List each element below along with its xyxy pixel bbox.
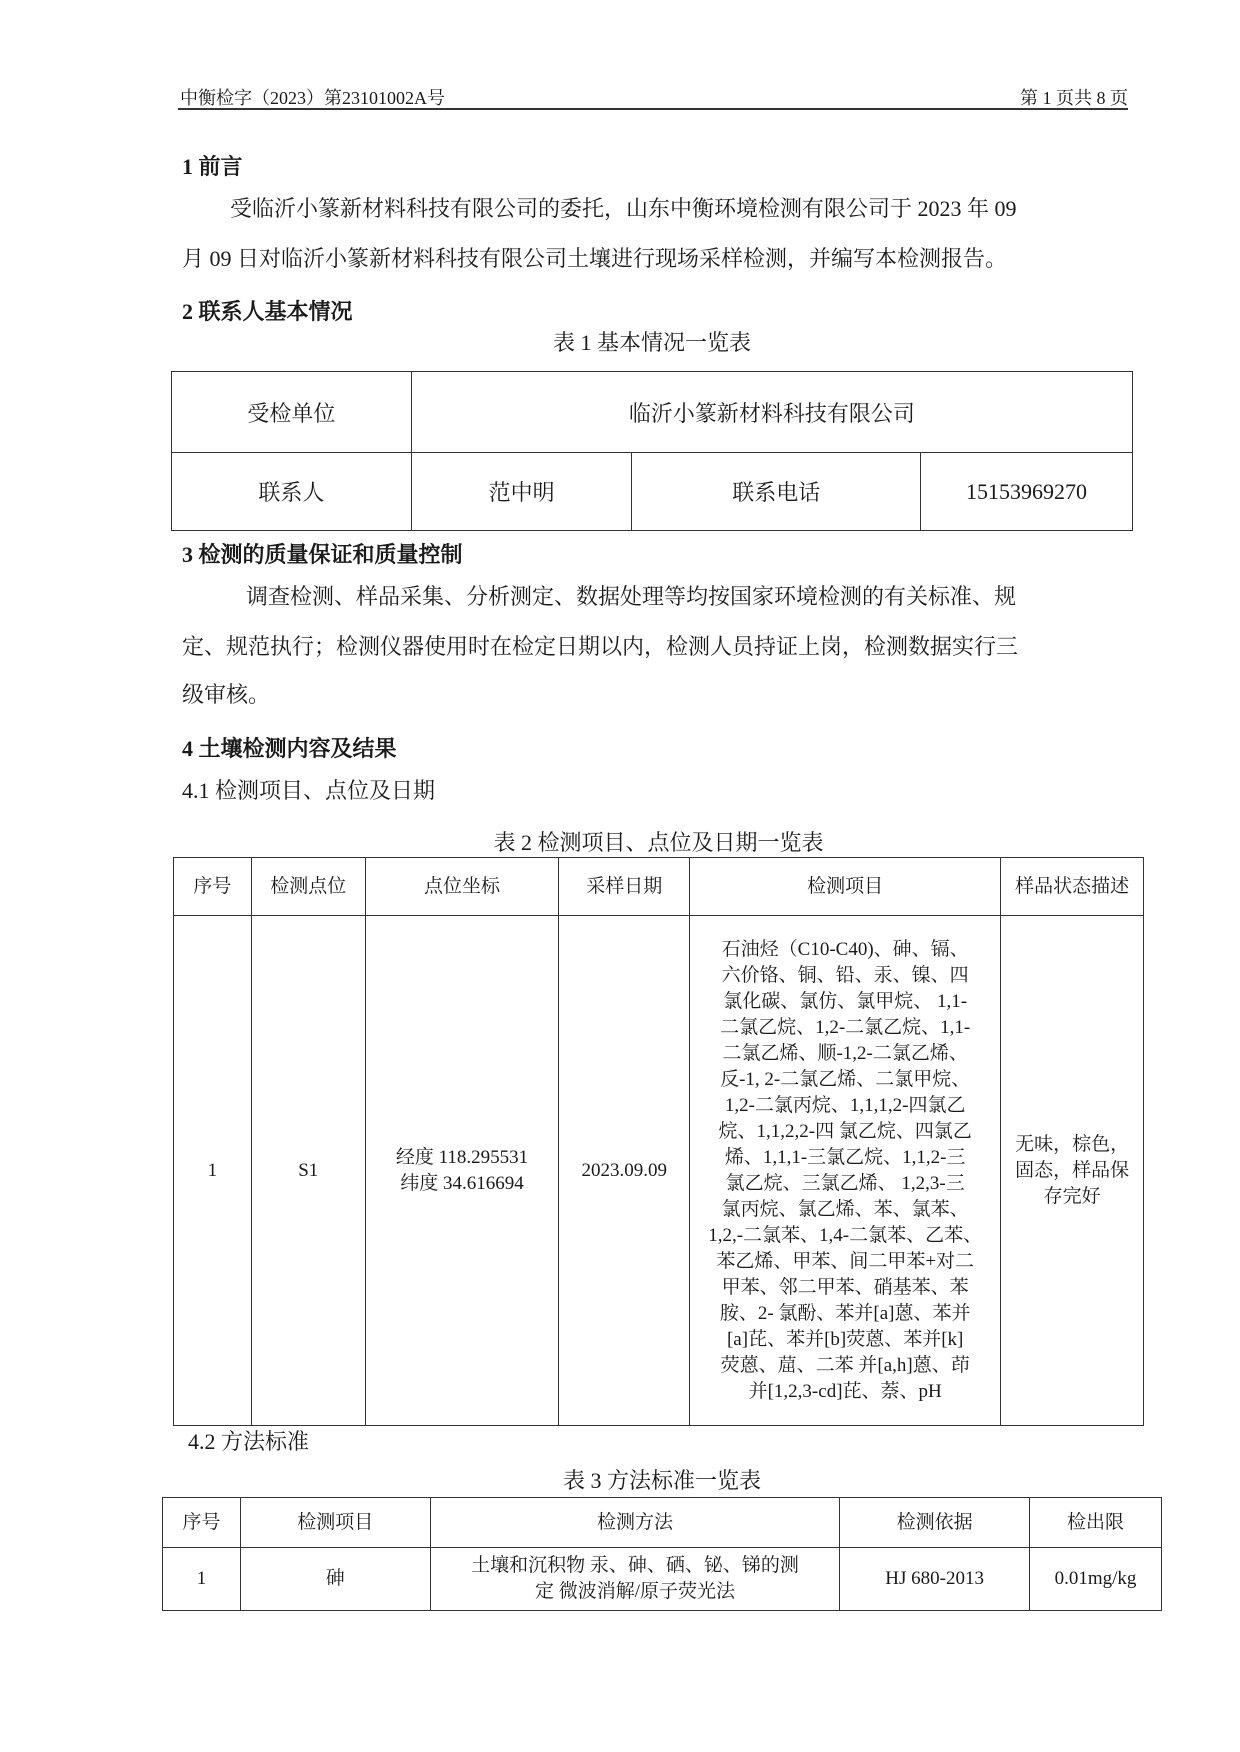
detection-item-line: 苯乙烯、甲苯、间二甲苯+对二	[716, 1250, 975, 1272]
row-no: 1	[174, 916, 252, 1426]
row-item: 砷	[240, 1548, 430, 1611]
latitude: 纬度 34.616694	[400, 1172, 524, 1194]
col-header-method: 检测方法	[430, 1498, 840, 1548]
page-indicator: 第 1 页共 8 页	[1020, 88, 1128, 108]
col-header-no: 序号	[174, 858, 252, 916]
detection-item-line: 六价铬、铜、铅、汞、镍、四	[721, 964, 969, 986]
detection-item-line: 胺、2- 氯酚、苯并[a]蒽、苯并	[719, 1302, 971, 1324]
detection-item-line: 烷、1,1,2,2-四 氯乙烷、四氯乙	[718, 1120, 972, 1142]
detection-item-line: 甲苯、邻二甲苯、硝基苯、苯	[721, 1276, 969, 1298]
detection-item-line: 氯丙烷、氯乙烯、苯、氯苯、	[721, 1198, 969, 1220]
detection-item-line: 二氯乙烯、顺-1,2-二氯乙烯、	[722, 1042, 968, 1064]
detection-item-line: 反-1, 2-二氯乙烯、二氯甲烷、	[720, 1068, 971, 1090]
detection-item-line: 1,2-二氯丙烷、1,1,1,2-四氯乙	[724, 1094, 966, 1116]
detection-item-line: 并[1,2,3-cd]芘、萘、pH	[748, 1380, 942, 1402]
col-header-limit: 检出限	[1030, 1498, 1162, 1548]
table-2-caption: 表 2 检测项目、点位及日期一览表	[493, 830, 824, 855]
row-items	[690, 916, 1001, 1426]
col-header-no: 序号	[163, 1498, 241, 1548]
detection-item-line: 二氯乙烷、1,2-二氯乙烷、1,1-	[720, 1016, 971, 1038]
row-basis: HJ 680-2013	[840, 1548, 1030, 1611]
col-header-coords: 点位坐标	[365, 858, 559, 916]
qa-line-2: 定、规范执行；检测仪器使用时在检定日期以内，检测人员持证上岗，检测数据实行三	[182, 634, 1019, 659]
row-coords	[365, 916, 559, 1426]
detection-item-line: 荧蒽、䓛、二苯 并[a,h]蒽、茚	[720, 1354, 970, 1376]
detection-item-line: 氯乙烷、三氯乙烯、 1,2,3-三	[725, 1172, 965, 1194]
qa-line-1: 调查检测、样品采集、分析测定、数据处理等均按国家环境检测的有关标准、规	[246, 584, 1017, 609]
col-header-items: 检测项目	[690, 858, 1001, 916]
header-divider	[178, 108, 1128, 110]
intro-line-2: 月 09 日对临沂小篆新材料科技有限公司土壤进行现场采样检测，并编写本检测报告。	[182, 246, 1008, 271]
longitude: 经度 118.295531	[395, 1146, 529, 1168]
subsection-4-1: 4.1 检测项目、点位及日期	[182, 778, 436, 803]
phone-label: 联系电话	[632, 453, 921, 531]
row-state: 无味，棕色，固态，样品保存完好	[1001, 916, 1144, 1426]
col-header-item: 检测项目	[240, 1498, 430, 1548]
report-number: 中衡检字（2023）第23101002A号	[180, 88, 445, 108]
table-row	[174, 916, 1144, 1426]
detection-item-line: [a]芘、苯并[b]荧蒽、苯并[k]	[726, 1328, 964, 1350]
detection-items-table	[173, 857, 1144, 1426]
table-row	[163, 1548, 1162, 1611]
table-3-caption: 表 3 方法标准一览表	[562, 1468, 761, 1493]
basic-info-table	[171, 371, 1133, 531]
unit-value: 临沂小篆新材料科技有限公司	[411, 372, 1132, 453]
section-4-title: 4 土壤检测内容及结果	[182, 736, 397, 761]
row-method: 土壤和沉积物 汞、砷、硒、铋、锑的测定 微波消解/原子荧光法	[430, 1548, 840, 1611]
col-header-point: 检测点位	[251, 858, 365, 916]
col-header-state: 样品状态描述	[1001, 858, 1144, 916]
qa-line-3: 级审核。	[182, 682, 271, 707]
contact-value: 范中明	[411, 453, 632, 531]
row-date: 2023.09.09	[559, 916, 690, 1426]
detection-item-line: 1,2,-二氯苯、1,4-二氯苯、乙苯、	[708, 1224, 983, 1246]
section-3-title: 3 检测的质量保证和质量控制	[182, 542, 463, 567]
table-1-caption: 表 1 基本情况一览表	[552, 330, 751, 355]
col-header-basis: 检测依据	[840, 1498, 1030, 1548]
col-header-date: 采样日期	[559, 858, 690, 916]
row-limit: 0.01mg/kg	[1030, 1548, 1162, 1611]
row-no: 1	[163, 1548, 241, 1611]
contact-label: 联系人	[172, 453, 412, 531]
method-standards-table	[162, 1497, 1162, 1611]
phone-value: 15153969270	[921, 453, 1133, 531]
section-2-title: 2 联系人基本情况	[182, 299, 353, 324]
detection-item-line: 氯化碳、氯仿、氯甲烷、 1,1-	[723, 990, 968, 1012]
section-1-title: 1 前言	[182, 154, 243, 179]
detection-item-line: 石油烃（C10-C40)、砷、镉、	[721, 938, 969, 960]
intro-line-1: 受临沂小篆新材料科技有限公司的委托，山东中衡环境检测有限公司于 2023 年 09	[230, 196, 1017, 221]
unit-label: 受检单位	[172, 372, 412, 453]
subsection-4-2: 4.2 方法标准	[188, 1429, 310, 1454]
row-point: S1	[251, 916, 365, 1426]
detection-item-line: 烯、1,1,1-三氯乙烷、1,1,2-三	[724, 1146, 966, 1168]
